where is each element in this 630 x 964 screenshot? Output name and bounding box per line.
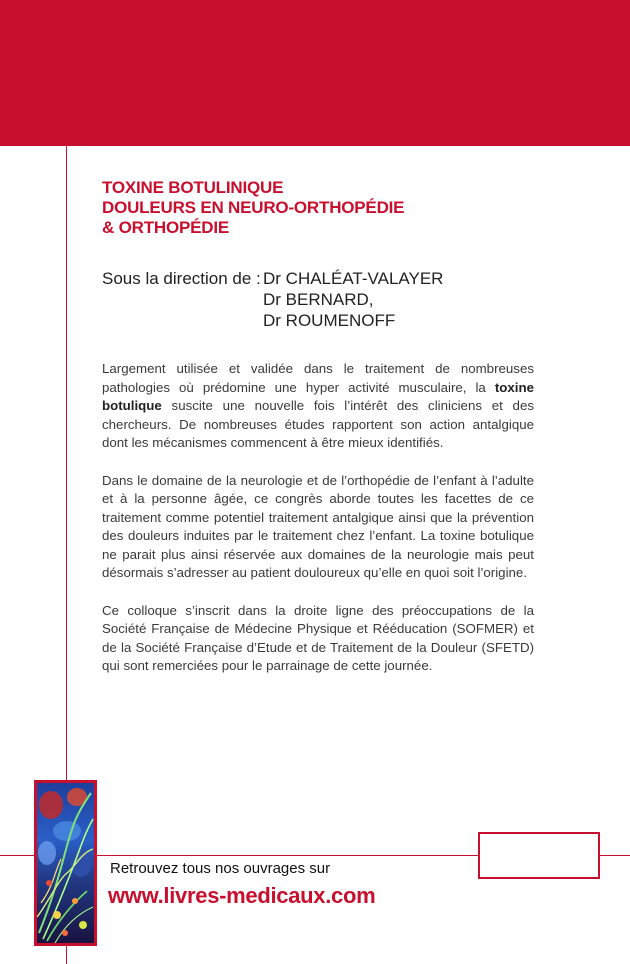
top-red-band xyxy=(0,0,630,146)
paragraph-1: Largement utilisée et validée dans le traitement de nombreuses pathologies où prédomine une hyper activité musculaire, la toxine botulique suscite une nouvelle fois l’intérêt des cliniciens et des chercheurs. De nombreuses études rapportent son action antalgique dont les mécanismes commencent à être mieux identifiés. xyxy=(102,361,534,450)
barcode-placeholder xyxy=(478,832,600,879)
description-text xyxy=(102,360,534,695)
book-title xyxy=(102,178,522,238)
retrouvez-text: Retrouvez tous nos ouvrages sur xyxy=(110,860,331,877)
author-2: Dr BERNARD, xyxy=(263,290,374,309)
microscopy-image xyxy=(34,780,97,946)
highlight-toxine-botulique: toxine botulique xyxy=(102,379,534,413)
paragraph-3: Ce colloque s’inscrit dans la droite ligne des préoccupations de la Société Française de Médecine Physique et Rééducation (SOFMER) et de la Société Française d’Etude et de Traitement de la Douleur (SFETD) qui sont remerciées pour le parrainage de cette journée. xyxy=(102,602,534,673)
title-line-2: DOULEURS EN NEURO-ORTHOPÉDIE xyxy=(102,198,405,217)
title-line-3: & ORTHOPÉDIE xyxy=(102,218,230,237)
author-1: Dr CHALÉAT-VALAYER xyxy=(263,269,444,288)
editorial-direction xyxy=(102,268,443,331)
direction-label: Sous la direction de : xyxy=(102,269,261,288)
title-line-1: TOXINE BOTULINIQUE xyxy=(102,178,284,197)
paragraph-2: Dans le domaine de la neurologie et de l’orthopédie de l’enfant à l’adulte et à la personne âgée, ce congrès aborde toutes les facettes de ce traitement comme potentiel traitement antalgique ainsi que la prévention des douleurs induites par le traitement chez l’enfant. La toxine botulique ne parait plus ainsi réservée aux domaines de la neurologie mais peut désormais s’adresser au patient douloureux qu’elle en quoi soit l’origine. xyxy=(102,472,534,580)
website-link[interactable]: www.livres-medicaux.com xyxy=(108,883,376,908)
author-3: Dr ROUMENOFF xyxy=(263,311,396,330)
